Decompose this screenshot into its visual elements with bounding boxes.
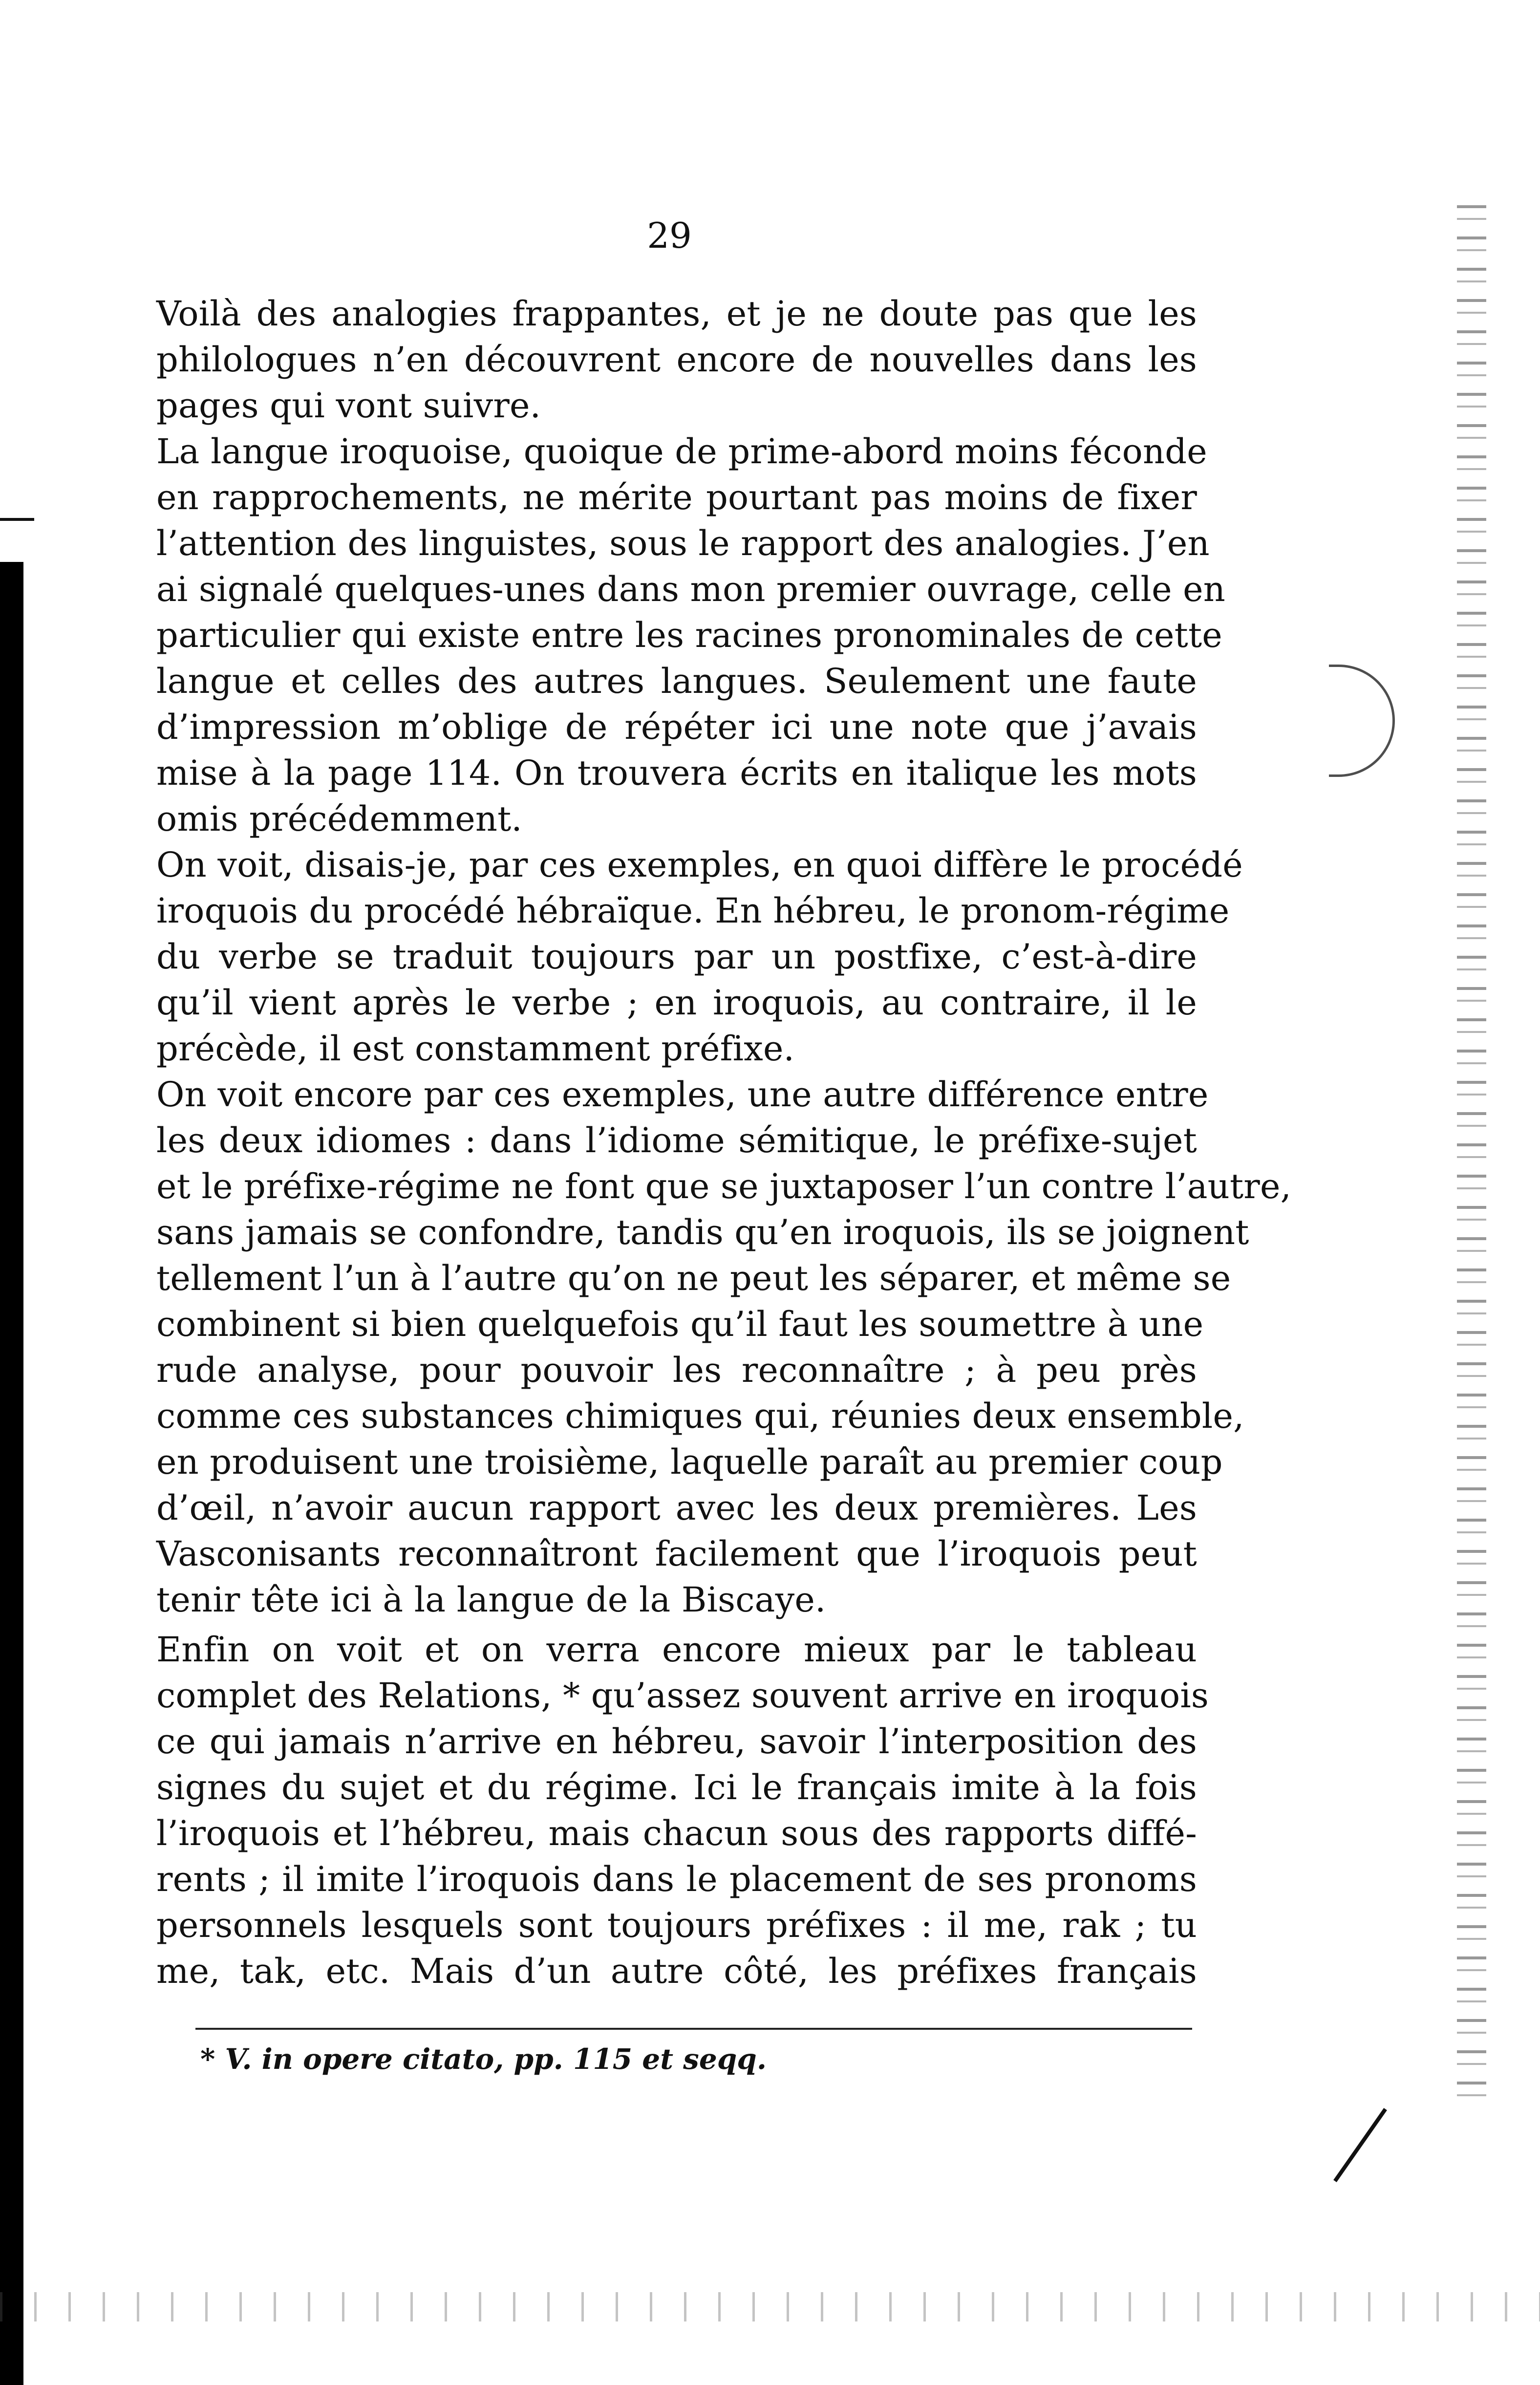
text-line: mise à la page 114. On trouvera écrits en italique les mots (156, 753, 1197, 793)
text-line: l’attention des linguistes, sous le rapport des analogies. J’en (156, 523, 1210, 563)
text-line: en rapprochements, ne mérite pourtant pas moins de fixer (156, 477, 1197, 517)
text-line: On voit, disais-je, par ces exemples, en quoi diffère le procédé (156, 845, 1243, 885)
text-line: On voit encore par ces exemples, une autre différence entre (156, 1074, 1209, 1115)
text-line: précède, il est constamment préfixe. (156, 1029, 795, 1069)
text-line: Voilà des analogies frappantes, et je ne doute pas que les (156, 294, 1197, 334)
body-text (156, 291, 1292, 1994)
text-line: ce qui jamais n’arrive en hébreu, savoir l’interposition des (156, 1721, 1197, 1762)
text-line: iroquois du procédé hébraïque. En hébreu, le pronom-régime (156, 891, 1230, 931)
paragraph (156, 842, 1243, 1072)
scan-bottom-noise (0, 2292, 1540, 2321)
text-line: combinent si bien quelquefois qu’il faut les soumettre à une (156, 1304, 1204, 1344)
text-line: tellement l’un à l’autre qu’on ne peut les séparer, et même se (156, 1258, 1231, 1298)
paragraph (156, 1072, 1292, 1623)
text-line: en produisent une troisième, laquelle paraît au premier coup (156, 1442, 1223, 1482)
text-line: d’impression m’oblige de répéter ici une note que j’avais (156, 707, 1197, 747)
text-line: tenir tête ici à la langue de la Biscaye. (156, 1580, 826, 1620)
text-line: personnels lesquels sont toujours préfixes : il me, rak ; tu (156, 1905, 1197, 1945)
footnote-rule (195, 2028, 1192, 2030)
text-line: La langue iroquoise, quoique de prime-abord moins féconde (156, 431, 1207, 472)
scan-edge-tick (0, 518, 34, 521)
margin-slash-mark (1333, 2108, 1387, 2182)
text-line: pages qui vont suivre. (156, 386, 541, 426)
text-line: rude analyse, pour pouvoir les reconnaître ; à peu près (156, 1350, 1197, 1390)
text-line: omis précédemment. (156, 799, 522, 839)
text-line: et le préfixe-régime ne font que se juxtaposer l’un contre l’autre, (156, 1166, 1292, 1206)
text-line: ai signalé quelques-unes dans mon premier ouvrage, celle en (156, 569, 1226, 609)
text-line: complet des Relations, * qu’assez souvent arrive en iroquois (156, 1676, 1209, 1716)
text-line: les deux idiomes : dans l’idiome sémitique, le préfixe-sujet (156, 1120, 1197, 1160)
paragraph (156, 291, 1197, 429)
scan-edge-bar (0, 562, 23, 2385)
text-line: signes du sujet et du régime. Ici le français imite à la fois (156, 1767, 1197, 1807)
paragraph (156, 429, 1226, 842)
text-line: langue et celles des autres langues. Seulement une faute (156, 661, 1197, 701)
text-line: comme ces substances chimiques qui, réunies deux ensemble, (156, 1396, 1244, 1436)
page-number: 29 (647, 215, 692, 256)
text-line: me, tak, etc. Mais d’un autre côté, les préfixes français (156, 1951, 1197, 1991)
text-line: particulier qui existe entre les racines pronominales de cette (156, 615, 1222, 655)
margin-arc-mark (1329, 665, 1395, 777)
text-line: l’iroquois et l’hébreu, mais chacun sous des rapports diffé- (156, 1813, 1197, 1853)
paragraph (156, 1627, 1209, 1994)
text-line: qu’il vient après le verbe ; en iroquois, au contraire, il le (156, 983, 1197, 1023)
footnote: * V. in opere citato, pp. 115 et seqq. (200, 2042, 767, 2076)
text-line: philologues n’en découvrent encore de nouvelles dans les (156, 340, 1197, 380)
text-line: d’œil, n’avoir aucun rapport avec les deux premières. Les (156, 1488, 1197, 1528)
scan-edge-noise (1457, 205, 1486, 2111)
text-line: Vasconisants reconnaîtront facilement que l’iroquois peut (156, 1534, 1197, 1574)
text-line: Enfin on voit et on verra encore mieux par le tableau (156, 1630, 1197, 1670)
text-line: du verbe se traduit toujours par un postfixe, c’est-à-dire (156, 937, 1197, 977)
text-line: sans jamais se confondre, tandis qu’en iroquois, ils se joignent (156, 1212, 1249, 1252)
text-line: rents ; il imite l’iroquois dans le placement de ses pronoms (156, 1859, 1197, 1899)
